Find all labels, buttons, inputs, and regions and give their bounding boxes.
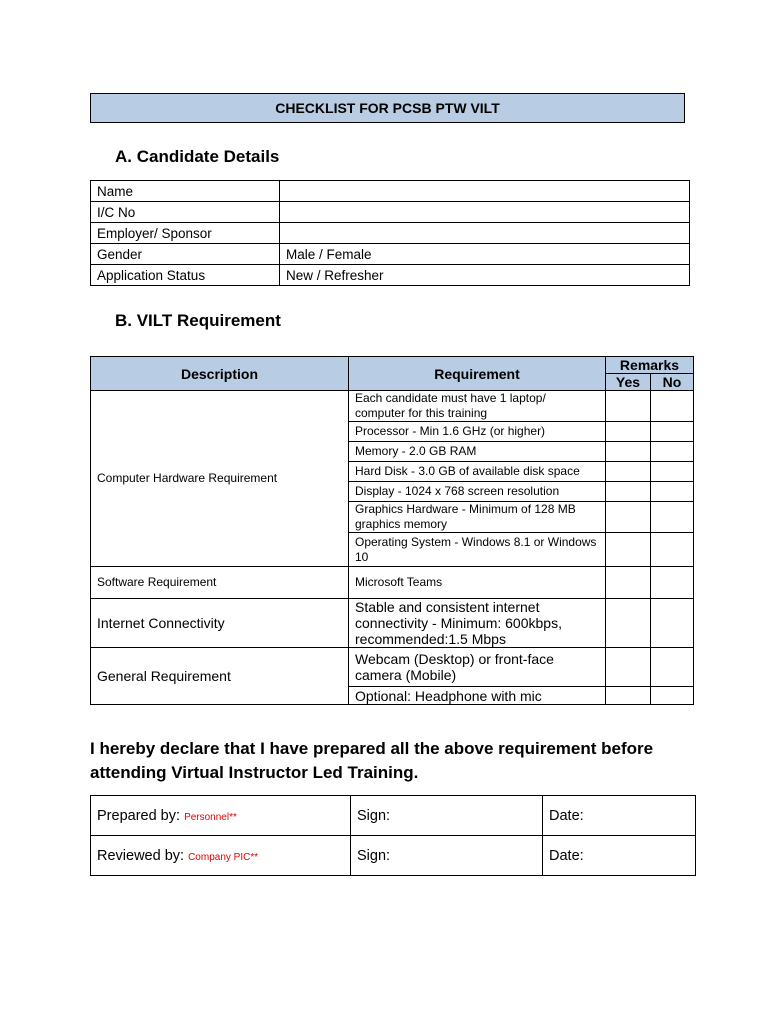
section-a-heading: A. Candidate Details xyxy=(115,147,280,166)
table-row xyxy=(91,599,694,648)
reviewed-by-note: Company PIC** xyxy=(188,851,259,863)
remark-yes-cell[interactable] xyxy=(606,648,651,687)
remark-yes-cell[interactable] xyxy=(606,462,651,482)
header-no: No xyxy=(651,374,694,391)
requirement-item: Processor - Min 1.6 GHz (or higher) xyxy=(349,422,606,442)
prepared-sign-field[interactable]: Sign: xyxy=(351,796,543,836)
requirement-item: Microsoft Teams xyxy=(349,567,606,599)
prepared-date-field[interactable]: Date: xyxy=(543,796,696,836)
section-b-heading: B. VILT Requirement xyxy=(115,311,281,330)
requirement-item: Optional: Headphone with mic xyxy=(349,687,606,705)
candidate-label: Name xyxy=(91,181,280,202)
remark-yes-cell[interactable] xyxy=(606,482,651,502)
requirement-group-description: General Requirement xyxy=(91,648,349,705)
reviewed-by-cell[interactable] xyxy=(91,836,351,876)
requirement-group-description: Computer Hardware Requirement xyxy=(91,391,349,567)
table-row xyxy=(91,796,696,836)
header-requirement: Requirement xyxy=(349,357,606,391)
vilt-requirement-table xyxy=(90,356,694,705)
reviewed-sign-field[interactable]: Sign: xyxy=(351,836,543,876)
header-yes: Yes xyxy=(606,374,651,391)
table-row xyxy=(91,836,696,876)
remark-no-cell[interactable] xyxy=(651,502,694,533)
prepared-by-cell[interactable] xyxy=(91,796,351,836)
requirement-group-description: Software Requirement xyxy=(91,567,349,599)
remark-yes-cell[interactable] xyxy=(606,391,651,422)
table-row xyxy=(91,202,690,223)
candidate-label: Employer/ Sponsor xyxy=(91,223,280,244)
remark-yes-cell[interactable] xyxy=(606,533,651,567)
remark-yes-cell[interactable] xyxy=(606,442,651,462)
signoff-table xyxy=(90,795,696,876)
remark-yes-cell[interactable] xyxy=(606,687,651,705)
requirement-item: Stable and consistent internet connectivity - Minimum: 600kbps, recommended:1.5 Mbps xyxy=(349,599,606,648)
remark-no-cell[interactable] xyxy=(651,567,694,599)
header-description: Description xyxy=(91,357,349,391)
prepared-by-note: Personnel** xyxy=(184,811,237,823)
candidate-value-employer[interactable] xyxy=(280,223,690,244)
reviewed-date-field[interactable]: Date: xyxy=(543,836,696,876)
candidate-value-ic-no[interactable] xyxy=(280,202,690,223)
remark-yes-cell[interactable] xyxy=(606,567,651,599)
table-row xyxy=(91,648,694,687)
table-row xyxy=(91,223,690,244)
candidate-details-table xyxy=(90,180,690,286)
requirement-item: Operating System - Windows 8.1 or Windows 10 xyxy=(349,533,606,567)
remark-no-cell[interactable] xyxy=(651,599,694,648)
remark-yes-cell[interactable] xyxy=(606,422,651,442)
document-title: CHECKLIST FOR PCSB PTW VILT xyxy=(90,93,685,123)
declaration-text: I hereby declare that I have prepared all the above requirement before attending Virtual Instructor Led Training. xyxy=(90,739,654,782)
candidate-label: I/C No xyxy=(91,202,280,223)
requirement-item: Webcam (Desktop) or front-face camera (Mobile) xyxy=(349,648,606,687)
header-remarks: Remarks xyxy=(606,357,694,374)
reviewed-by-label: Reviewed by: xyxy=(97,847,185,864)
table-row xyxy=(91,567,694,599)
table-row xyxy=(91,391,694,422)
remark-no-cell[interactable] xyxy=(651,648,694,687)
remark-no-cell[interactable] xyxy=(651,687,694,705)
candidate-value-name[interactable] xyxy=(280,181,690,202)
table-row xyxy=(91,265,690,286)
requirement-item: Each candidate must have 1 laptop/ computer for this training xyxy=(349,391,606,422)
requirement-item: Memory - 2.0 GB RAM xyxy=(349,442,606,462)
requirement-item: Display - 1024 x 768 screen resolution xyxy=(349,482,606,502)
remark-no-cell[interactable] xyxy=(651,462,694,482)
requirement-group-description: Internet Connectivity xyxy=(91,599,349,648)
remark-no-cell[interactable] xyxy=(651,422,694,442)
requirement-item: Hard Disk - 3.0 GB of available disk space xyxy=(349,462,606,482)
remark-no-cell[interactable] xyxy=(651,442,694,462)
candidate-value-gender[interactable]: Male / Female xyxy=(280,244,690,265)
remark-no-cell[interactable] xyxy=(651,482,694,502)
requirement-item: Graphics Hardware - Minimum of 128 MB graphics memory xyxy=(349,502,606,533)
table-row xyxy=(91,244,690,265)
remark-yes-cell[interactable] xyxy=(606,599,651,648)
table-row xyxy=(91,181,690,202)
prepared-by-label: Prepared by: xyxy=(97,807,181,824)
remark-no-cell[interactable] xyxy=(651,533,694,567)
remark-yes-cell[interactable] xyxy=(606,502,651,533)
remark-no-cell[interactable] xyxy=(651,391,694,422)
candidate-label: Gender xyxy=(91,244,280,265)
candidate-label: Application Status xyxy=(91,265,280,286)
candidate-value-application-status[interactable]: New / Refresher xyxy=(280,265,690,286)
